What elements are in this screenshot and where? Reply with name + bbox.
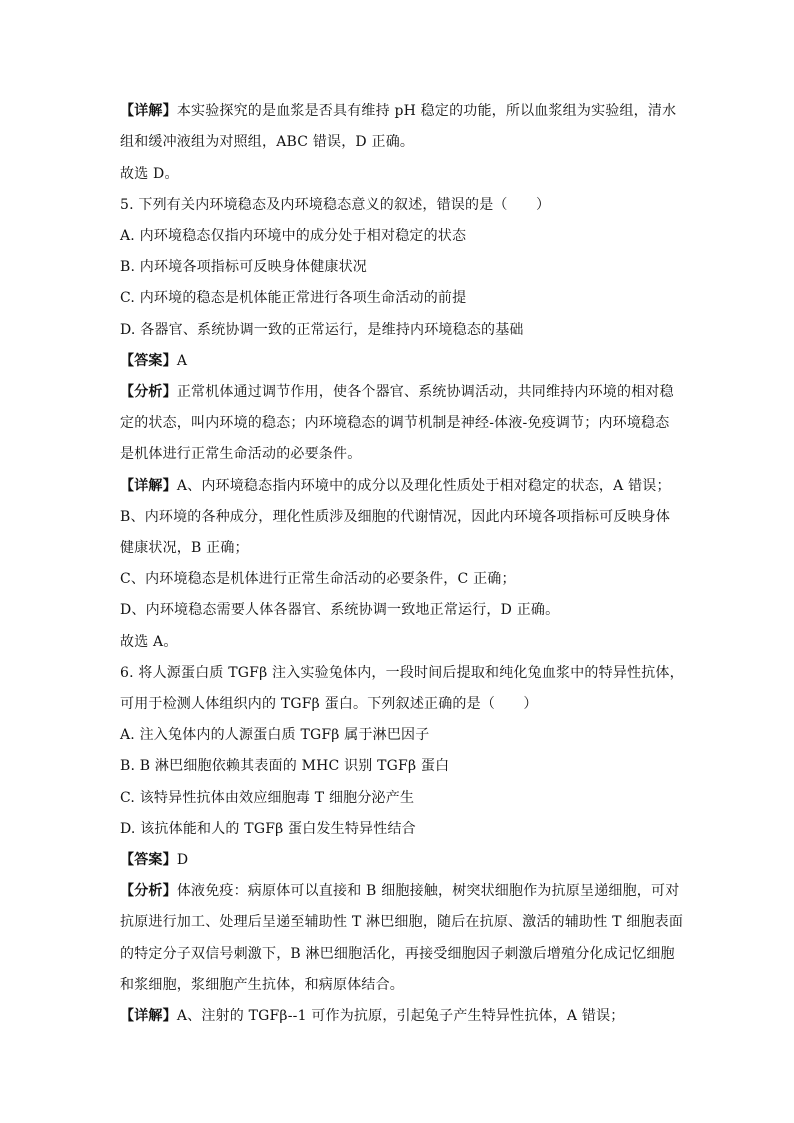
line-text: 组和缓冲液组为对照组，ABC 错误，D 正确。 <box>120 134 415 150</box>
answer-option <box>120 725 680 745</box>
section-tag: 【分析】 <box>120 384 177 400</box>
text-line <box>120 569 680 589</box>
line-text: 定的状态，叫内环境的稳态；内环境稳态的调节机制是神经-体液-免疫调节；内环境稳态 <box>120 415 670 431</box>
answer-option <box>120 288 680 308</box>
line-text: B、内环境的各种成分，理化性质涉及细胞的代谢情况，因此内环境各项指标可反映身体 <box>120 509 671 525</box>
line-text: C、内环境稳态是机体进行正常生命活动的必要条件，C 正确； <box>120 571 516 587</box>
question-stem <box>120 195 680 215</box>
line-text: 故选 D。 <box>120 166 179 182</box>
line-text: 和浆细胞，浆细胞产生抗体，和病原体结合。 <box>120 977 404 993</box>
question-stem <box>120 663 684 683</box>
section-tag: 【答案】 <box>120 353 177 369</box>
line-text: 本实验探究的是血浆是否具有维持 pH 稳定的功能，所以血浆组为实验组，清水 <box>176 103 677 119</box>
line-text: D <box>176 852 189 868</box>
line-text: B. 内环境各项指标可反映身体健康状况 <box>120 259 367 275</box>
answer-option <box>120 320 680 340</box>
text-line <box>120 444 680 464</box>
text-line <box>120 975 680 995</box>
answer-line <box>120 850 680 870</box>
line-text: B. B 淋巴细胞依赖其表面的 MHC 识别 TGFβ 蛋白 <box>120 758 450 774</box>
text-line <box>120 101 680 121</box>
line-text: D、内环境稳态需要人体各器官、系统协调一致地正常运行，D 正确。 <box>120 602 560 618</box>
line-text: A. 内环境稳态仅指内环境中的成分处于相对稳定的状态 <box>120 228 467 244</box>
text-line <box>120 600 680 620</box>
text-line <box>120 538 680 558</box>
answer-line <box>120 351 680 371</box>
answer-option <box>120 819 680 839</box>
text-line <box>120 1006 680 1026</box>
line-text: 正常机体通过调节作用，使各个器官、系统协调活动，共同维持内环境的相对稳 <box>176 384 674 400</box>
line-text: A. 注入兔体内的人源蛋白质 TGFβ 属于淋巴因子 <box>120 727 430 743</box>
line-text: D. 该抗体能和人的 TGFβ 蛋白发生特异性结合 <box>120 821 416 837</box>
text-line <box>120 912 684 932</box>
line-text: 健康状况，B 正确； <box>120 540 249 556</box>
line-text: C. 该特异性抗体由效应细胞毒 T 细胞分泌产生 <box>120 790 415 806</box>
text-line <box>120 164 680 184</box>
text-line <box>120 132 680 152</box>
answer-option <box>120 756 680 776</box>
text-line <box>120 944 680 964</box>
line-text: 故选 A。 <box>120 634 178 650</box>
line-text: 体液免疫：病原体可以直接和 B 细胞接触，树突状细胞作为抗原呈递细胞，可对 <box>176 883 680 899</box>
line-text: 6. 将人源蛋白质 TGFβ 注入实验兔体内，一段时间后提取和纯化兔血浆中的特异性抗体， <box>120 665 684 681</box>
text-line <box>120 507 680 527</box>
line-text: 的特定分子双信号刺激下，B 淋巴细胞活化，再接受细胞因子刺激后增殖分化成记忆细胞 <box>120 946 675 962</box>
line-text: A、注射的 TGFβ--1 可作为抗原，引起兔子产生特异性抗体，A 错误； <box>176 1008 625 1024</box>
section-tag: 【详解】 <box>120 478 177 494</box>
section-tag: 【详解】 <box>120 1008 177 1024</box>
line-text: D. 各器官、系统协调一致的正常运行，是维持内环境稳态的基础 <box>120 322 524 338</box>
question-stem <box>120 694 680 714</box>
text-line <box>120 382 680 402</box>
section-tag: 【答案】 <box>120 852 177 868</box>
line-text: A、内环境稳态指内环境中的成分以及理化性质处于相对稳定的状态，A 错误； <box>176 478 671 494</box>
answer-option <box>120 788 680 808</box>
line-text: 抗原进行加工、处理后呈递至辅助性 T 淋巴细胞，随后在抗原、激活的辅助性 T 细胞表面 <box>120 914 684 930</box>
line-text: C. 内环境的稳态是机体能正常进行各项生命活动的前提 <box>120 290 467 306</box>
text-line <box>120 413 680 433</box>
answer-option <box>120 226 680 246</box>
line-text: 是机体进行正常生命活动的必要条件。 <box>120 446 362 462</box>
line-text: A <box>176 353 188 369</box>
line-text: 5. 下列有关内环境稳态及内环境稳态意义的叙述，错误的是（ ） <box>120 197 551 213</box>
section-tag: 【分析】 <box>120 883 177 899</box>
text-line <box>120 881 680 901</box>
line-text: 可用于检测人体组织内的 TGFβ 蛋白。下列叙述正确的是（ ） <box>120 696 538 712</box>
text-line <box>120 476 680 496</box>
answer-option <box>120 257 680 277</box>
text-line <box>120 632 680 652</box>
section-tag: 【详解】 <box>120 103 177 119</box>
